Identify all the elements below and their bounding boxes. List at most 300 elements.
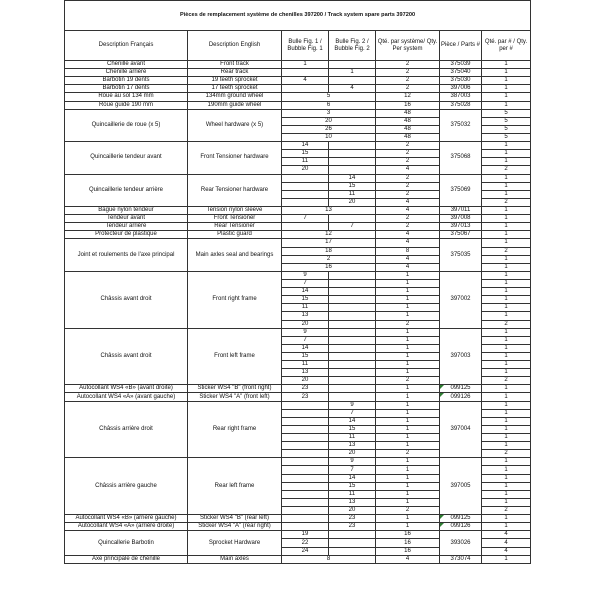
qty-per-system: 12 [376, 93, 440, 101]
bubble-fig1 [282, 190, 329, 198]
bubble-shared: 2 [282, 255, 376, 263]
bubble-fig2: 4 [329, 85, 376, 93]
description-en: 190mm guide wheel [188, 101, 282, 109]
qty-per-system: 1 [376, 409, 440, 417]
qty-per-system: 48 [376, 109, 440, 117]
qty-per-part: 1 [482, 352, 531, 360]
description-en: Sticker WS4 "A" (rear right) [188, 523, 282, 531]
bubble-fig1 [282, 507, 329, 515]
qty-per-system: 2 [376, 69, 440, 77]
qty-per-part: 1 [482, 239, 531, 247]
table-row [65, 215, 531, 223]
description-en: Sticker WS4 "B" (rear left) [188, 515, 282, 523]
bubble-fig1 [282, 450, 329, 458]
qty-per-part: 1 [482, 328, 531, 336]
bubble-fig1: 7 [282, 215, 329, 223]
qty-per-system: 1 [376, 385, 440, 393]
qty-per-system: 4 [376, 198, 440, 206]
bubble-fig2: 9 [329, 458, 376, 466]
bubble-fig2: 13 [329, 498, 376, 506]
bubble-fig2 [329, 215, 376, 223]
bubble-fig2: 11 [329, 490, 376, 498]
description-fr: Bague nylon tendeur [65, 206, 188, 214]
part-number: 375028 [440, 101, 482, 109]
comment-flag-icon [440, 393, 444, 397]
qty-per-system: 2 [376, 85, 440, 93]
bubble-fig1 [282, 466, 329, 474]
bubble-fig2 [329, 77, 376, 85]
qty-per-part: 1 [482, 401, 531, 409]
bubble-shared: 16 [282, 263, 376, 271]
header-bubble-fig2: Bulle Fig. 2 / Bubble Fig. 2 [329, 31, 376, 61]
part-number: 375032 [440, 109, 482, 141]
table-row [65, 401, 531, 409]
part-number: 375069 [440, 174, 482, 206]
qty-per-part: 2 [482, 198, 531, 206]
qty-per-part: 1 [482, 490, 531, 498]
qty-per-system: 2 [376, 377, 440, 385]
description-en: Front Tensioner hardware [188, 142, 282, 174]
qty-per-system: 2 [376, 190, 440, 198]
bubble-fig2 [329, 158, 376, 166]
bubble-fig2: 7 [329, 223, 376, 231]
description-fr: Châssis arrière droit [65, 401, 188, 458]
qty-per-part: 1 [482, 77, 531, 85]
qty-per-system: 1 [376, 393, 440, 401]
description-fr: Quincaillerie de roue (x 5) [65, 109, 188, 141]
bubble-fig1: 9 [282, 328, 329, 336]
bubble-shared: 5 [282, 93, 376, 101]
part-number: 375039 [440, 61, 482, 69]
bubble-fig1: 15 [282, 352, 329, 360]
part-number: 397004 [440, 401, 482, 458]
bubble-fig1: 14 [282, 344, 329, 352]
bubble-fig1 [282, 85, 329, 93]
qty-per-part: 4 [482, 547, 531, 555]
bubble-fig1: 14 [282, 142, 329, 150]
table-row [65, 231, 531, 239]
qty-per-part: 1 [482, 279, 531, 287]
qty-per-part: 4 [482, 531, 531, 539]
qty-per-part: 1 [482, 61, 531, 69]
part-number: 373074 [440, 555, 482, 563]
description-fr: Châssis avant droit [65, 328, 188, 385]
description-en: Sticker WS4 "B" (front right) [188, 385, 282, 393]
qty-per-part: 1 [482, 425, 531, 433]
bubble-fig2 [329, 377, 376, 385]
bubble-fig1: 23 [282, 385, 329, 393]
bubble-fig1: 7 [282, 279, 329, 287]
bubble-fig2 [329, 271, 376, 279]
description-en: Front right frame [188, 271, 282, 328]
header-bubble-fig1: Bulle Fig. 1 / Bubble Fig. 1 [282, 31, 329, 61]
qty-per-system: 2 [376, 320, 440, 328]
part-number: 397011 [440, 206, 482, 214]
bubble-fig2: 14 [329, 474, 376, 482]
qty-per-part: 1 [482, 361, 531, 369]
bubble-fig1: 13 [282, 312, 329, 320]
qty-per-system: 1 [376, 304, 440, 312]
bubble-fig1 [282, 198, 329, 206]
qty-per-part: 1 [482, 442, 531, 450]
qty-per-part: 1 [482, 271, 531, 279]
bubble-fig1 [282, 515, 329, 523]
bubble-fig1: 11 [282, 158, 329, 166]
qty-per-system: 48 [376, 117, 440, 125]
bubble-fig1 [282, 409, 329, 417]
qty-per-part: 1 [482, 369, 531, 377]
qty-per-system: 4 [376, 231, 440, 239]
bubble-shared: 17 [282, 239, 376, 247]
bubble-fig1 [282, 425, 329, 433]
bubble-fig1: 14 [282, 288, 329, 296]
bubble-shared: 8 [282, 555, 376, 563]
description-fr: Quincaillerie tendeur avant [65, 142, 188, 174]
qty-per-system: 16 [376, 531, 440, 539]
comment-flag-icon [440, 385, 444, 389]
bubble-shared: 12 [282, 231, 376, 239]
bubble-fig2: 13 [329, 442, 376, 450]
part-number: 397005 [440, 458, 482, 515]
bubble-fig2 [329, 385, 376, 393]
bubble-fig2 [329, 320, 376, 328]
description-en: Rear Tensioner hardware [188, 174, 282, 206]
header-qty-system: Qté. par système/ Qty. Per system [376, 31, 440, 61]
qty-per-system: 1 [376, 498, 440, 506]
qty-per-part: 5 [482, 109, 531, 117]
header-description-en: Description English [188, 31, 282, 61]
bubble-shared: 6 [282, 101, 376, 109]
qty-per-part: 1 [482, 458, 531, 466]
bubble-fig1: 20 [282, 377, 329, 385]
part-number: 099125 [440, 515, 482, 523]
description-en: Rear track [188, 69, 282, 77]
qty-per-system: 1 [376, 271, 440, 279]
description-en: Front Tensioner [188, 215, 282, 223]
table-row [65, 393, 531, 401]
qty-per-system: 2 [376, 142, 440, 150]
description-fr: Roue guide 190 mm [65, 101, 188, 109]
bubble-fig1: 9 [282, 271, 329, 279]
description-fr: Quincaillerie tendeur arrière [65, 174, 188, 206]
bubble-shared: 20 [282, 117, 376, 125]
qty-per-system: 4 [376, 166, 440, 174]
description-en: 17 teeth sprocket [188, 85, 282, 93]
qty-per-part: 5 [482, 125, 531, 133]
qty-per-system: 1 [376, 425, 440, 433]
description-en: Rear right frame [188, 401, 282, 458]
part-number: 099125 [440, 385, 482, 393]
bubble-fig2 [329, 279, 376, 287]
bubble-fig2: 11 [329, 190, 376, 198]
bubble-shared: 18 [282, 247, 376, 255]
bubble-fig2: 11 [329, 434, 376, 442]
qty-per-part: 1 [482, 434, 531, 442]
qty-per-part: 5 [482, 117, 531, 125]
description-fr: Protecteur de plastique [65, 231, 188, 239]
qty-per-part: 1 [482, 336, 531, 344]
qty-per-system: 1 [376, 417, 440, 425]
bubble-fig1 [282, 442, 329, 450]
bubble-fig1: 23 [282, 393, 329, 401]
table-row [65, 85, 531, 93]
comment-flag-icon [440, 515, 444, 519]
qty-per-part: 1 [482, 150, 531, 158]
qty-per-part: 1 [482, 344, 531, 352]
qty-per-system: 1 [376, 328, 440, 336]
qty-per-part: 1 [482, 101, 531, 109]
qty-per-part: 1 [482, 498, 531, 506]
qty-per-part: 1 [482, 523, 531, 531]
bubble-fig1 [282, 458, 329, 466]
qty-per-system: 2 [376, 507, 440, 515]
bubble-fig1: 11 [282, 361, 329, 369]
bubble-fig1 [282, 434, 329, 442]
bubble-fig1: 1 [282, 61, 329, 69]
bubble-fig2 [329, 304, 376, 312]
description-fr: Autocollant WS4 «A» (avant gauche) [65, 393, 188, 401]
bubble-fig2: 23 [329, 515, 376, 523]
qty-per-system: 1 [376, 361, 440, 369]
bubble-shared: 13 [282, 206, 376, 214]
qty-per-system: 8 [376, 247, 440, 255]
qty-per-part: 1 [482, 466, 531, 474]
description-fr: Châssis arrière gauche [65, 458, 188, 515]
qty-per-system: 2 [376, 158, 440, 166]
bubble-fig1 [282, 69, 329, 77]
description-en: Sprocket Hardware [188, 531, 282, 555]
qty-per-part: 1 [482, 482, 531, 490]
bubble-fig2 [329, 352, 376, 360]
bubble-fig2: 15 [329, 425, 376, 433]
table-row [65, 77, 531, 85]
description-en: 134mm ground wheel [188, 93, 282, 101]
bubble-fig1 [282, 182, 329, 190]
description-en: Sticker WS4 "A" (front left) [188, 393, 282, 401]
description-en: Plastic guard [188, 231, 282, 239]
qty-per-system: 2 [376, 182, 440, 190]
bubble-fig2 [329, 142, 376, 150]
description-fr: Chenille arrière [65, 69, 188, 77]
description-fr: Barbotin 17 dents [65, 85, 188, 93]
qty-per-part: 1 [482, 142, 531, 150]
qty-per-part: 1 [482, 215, 531, 223]
table-row [65, 385, 531, 393]
qty-per-system: 4 [376, 206, 440, 214]
part-number: 099126 [440, 523, 482, 531]
description-fr: Châssis avant droit [65, 271, 188, 328]
qty-per-system: 2 [376, 223, 440, 231]
bubble-fig2 [329, 150, 376, 158]
bubble-fig2: 1 [329, 69, 376, 77]
bubble-fig2 [329, 531, 376, 539]
qty-per-part: 1 [482, 385, 531, 393]
qty-per-system: 48 [376, 133, 440, 141]
qty-per-part: 1 [482, 296, 531, 304]
qty-per-part: 1 [482, 555, 531, 563]
bubble-fig1: 19 [282, 531, 329, 539]
part-number: 397008 [440, 215, 482, 223]
bubble-fig1 [282, 474, 329, 482]
bubble-fig2: 7 [329, 409, 376, 417]
qty-per-part: 2 [482, 247, 531, 255]
qty-per-part: 1 [482, 158, 531, 166]
qty-per-part: 1 [482, 85, 531, 93]
part-number: 375030 [440, 77, 482, 85]
qty-per-part: 2 [482, 377, 531, 385]
qty-per-system: 1 [376, 401, 440, 409]
qty-per-system: 1 [376, 474, 440, 482]
qty-per-system: 2 [376, 61, 440, 69]
bubble-fig2 [329, 361, 376, 369]
bubble-fig2: 14 [329, 174, 376, 182]
description-fr: Axe principale de chenille [65, 555, 188, 563]
header-part-number: Pièce / Parts # [440, 31, 482, 61]
qty-per-system: 1 [376, 288, 440, 296]
description-fr: Autocollant WS4 «B» (avant droite) [65, 385, 188, 393]
comment-flag-icon [440, 523, 444, 527]
part-number: 397002 [440, 271, 482, 328]
qty-per-part: 1 [482, 312, 531, 320]
bubble-shared: 10 [282, 133, 376, 141]
bubble-fig2: 23 [329, 523, 376, 531]
qty-per-system: 4 [376, 555, 440, 563]
qty-per-system: 1 [376, 490, 440, 498]
qty-per-part: 2 [482, 320, 531, 328]
bubble-fig2: 20 [329, 198, 376, 206]
table-row [65, 61, 531, 69]
bubble-fig2: 15 [329, 482, 376, 490]
description-fr: Quincallerie Barbotin [65, 531, 188, 555]
table-row [65, 555, 531, 563]
part-number: 375040 [440, 69, 482, 77]
qty-per-system: 4 [376, 263, 440, 271]
bubble-fig2: 20 [329, 507, 376, 515]
table-row [65, 523, 531, 531]
description-en: 19 teeth sprocket [188, 77, 282, 85]
qty-per-system: 4 [376, 255, 440, 263]
qty-per-system: 1 [376, 312, 440, 320]
qty-per-part: 1 [482, 93, 531, 101]
qty-per-part: 1 [482, 190, 531, 198]
bubble-fig2: 7 [329, 466, 376, 474]
qty-per-system: 1 [376, 279, 440, 287]
table-row [65, 239, 531, 247]
part-number: 375035 [440, 239, 482, 271]
description-en: Front track [188, 61, 282, 69]
part-number: 375067 [440, 231, 482, 239]
sheet-title: Pièces de remplacement système de chenilles 397200 / Track system spare parts 397200 [65, 1, 531, 31]
bubble-fig1 [282, 223, 329, 231]
header-qty-per: Qté. par # / Qty. per # [482, 31, 531, 61]
table-row [65, 206, 531, 214]
qty-per-part: 1 [482, 206, 531, 214]
qty-per-system: 1 [376, 466, 440, 474]
bubble-fig1 [282, 498, 329, 506]
parts-sheet [64, 0, 530, 564]
qty-per-part: 1 [482, 417, 531, 425]
part-number: 393026 [440, 531, 482, 555]
table-row [65, 109, 531, 117]
bubble-fig1: 13 [282, 369, 329, 377]
qty-per-system: 16 [376, 539, 440, 547]
qty-per-part: 1 [482, 231, 531, 239]
table-row [65, 271, 531, 279]
description-en: Rear Tensioner [188, 223, 282, 231]
qty-per-part: 1 [482, 263, 531, 271]
part-number: 387003 [440, 93, 482, 101]
bubble-fig2 [329, 393, 376, 401]
bubble-fig2: 15 [329, 182, 376, 190]
qty-per-system: 1 [376, 336, 440, 344]
bubble-fig1: 15 [282, 150, 329, 158]
bubble-fig2 [329, 369, 376, 377]
bubble-fig2 [329, 166, 376, 174]
part-number: 397013 [440, 223, 482, 231]
description-fr: Barbotin 19 dents [65, 77, 188, 85]
part-number: 397003 [440, 328, 482, 385]
bubble-fig1: 15 [282, 296, 329, 304]
part-number: 375068 [440, 142, 482, 174]
table-row [65, 515, 531, 523]
qty-per-part: 1 [482, 515, 531, 523]
bubble-fig2 [329, 539, 376, 547]
qty-per-system: 1 [376, 523, 440, 531]
bubble-fig2: 9 [329, 401, 376, 409]
table-row [65, 174, 531, 182]
bubble-fig2 [329, 547, 376, 555]
description-fr: Autocollant WS4 «A» (arrière droite) [65, 523, 188, 531]
qty-per-part: 4 [482, 539, 531, 547]
qty-per-part: 1 [482, 174, 531, 182]
qty-per-part: 2 [482, 166, 531, 174]
qty-per-part: 1 [482, 304, 531, 312]
bubble-fig1 [282, 482, 329, 490]
bubble-fig1: 24 [282, 547, 329, 555]
description-en: Rear left frame [188, 458, 282, 515]
description-fr: Autocollant WS4 «B» (arrière gauche) [65, 515, 188, 523]
qty-per-system: 1 [376, 442, 440, 450]
qty-per-system: 1 [376, 344, 440, 352]
bubble-fig1: 20 [282, 166, 329, 174]
qty-per-part: 1 [482, 288, 531, 296]
qty-per-system: 48 [376, 125, 440, 133]
table-row [65, 458, 531, 466]
description-en: Wheel hardware (x 5) [188, 109, 282, 141]
qty-per-system: 2 [376, 150, 440, 158]
table-row [65, 328, 531, 336]
description-fr: Tendeur avant [65, 215, 188, 223]
qty-per-system: 1 [376, 369, 440, 377]
description-en: Front left frame [188, 328, 282, 385]
bubble-fig1: 22 [282, 539, 329, 547]
table-row [65, 101, 531, 109]
qty-per-part: 1 [482, 393, 531, 401]
qty-per-system: 4 [376, 239, 440, 247]
qty-per-part: 2 [482, 450, 531, 458]
description-fr: Joint et roulements de l'axe principal [65, 239, 188, 271]
qty-per-part: 2 [482, 507, 531, 515]
description-en: Main axles [188, 555, 282, 563]
bubble-fig2 [329, 296, 376, 304]
bubble-fig1: 11 [282, 304, 329, 312]
part-number: 397006 [440, 85, 482, 93]
qty-per-part: 1 [482, 255, 531, 263]
qty-per-system: 1 [376, 434, 440, 442]
bubble-fig1: 7 [282, 336, 329, 344]
bubble-fig2 [329, 344, 376, 352]
qty-per-part: 1 [482, 409, 531, 417]
